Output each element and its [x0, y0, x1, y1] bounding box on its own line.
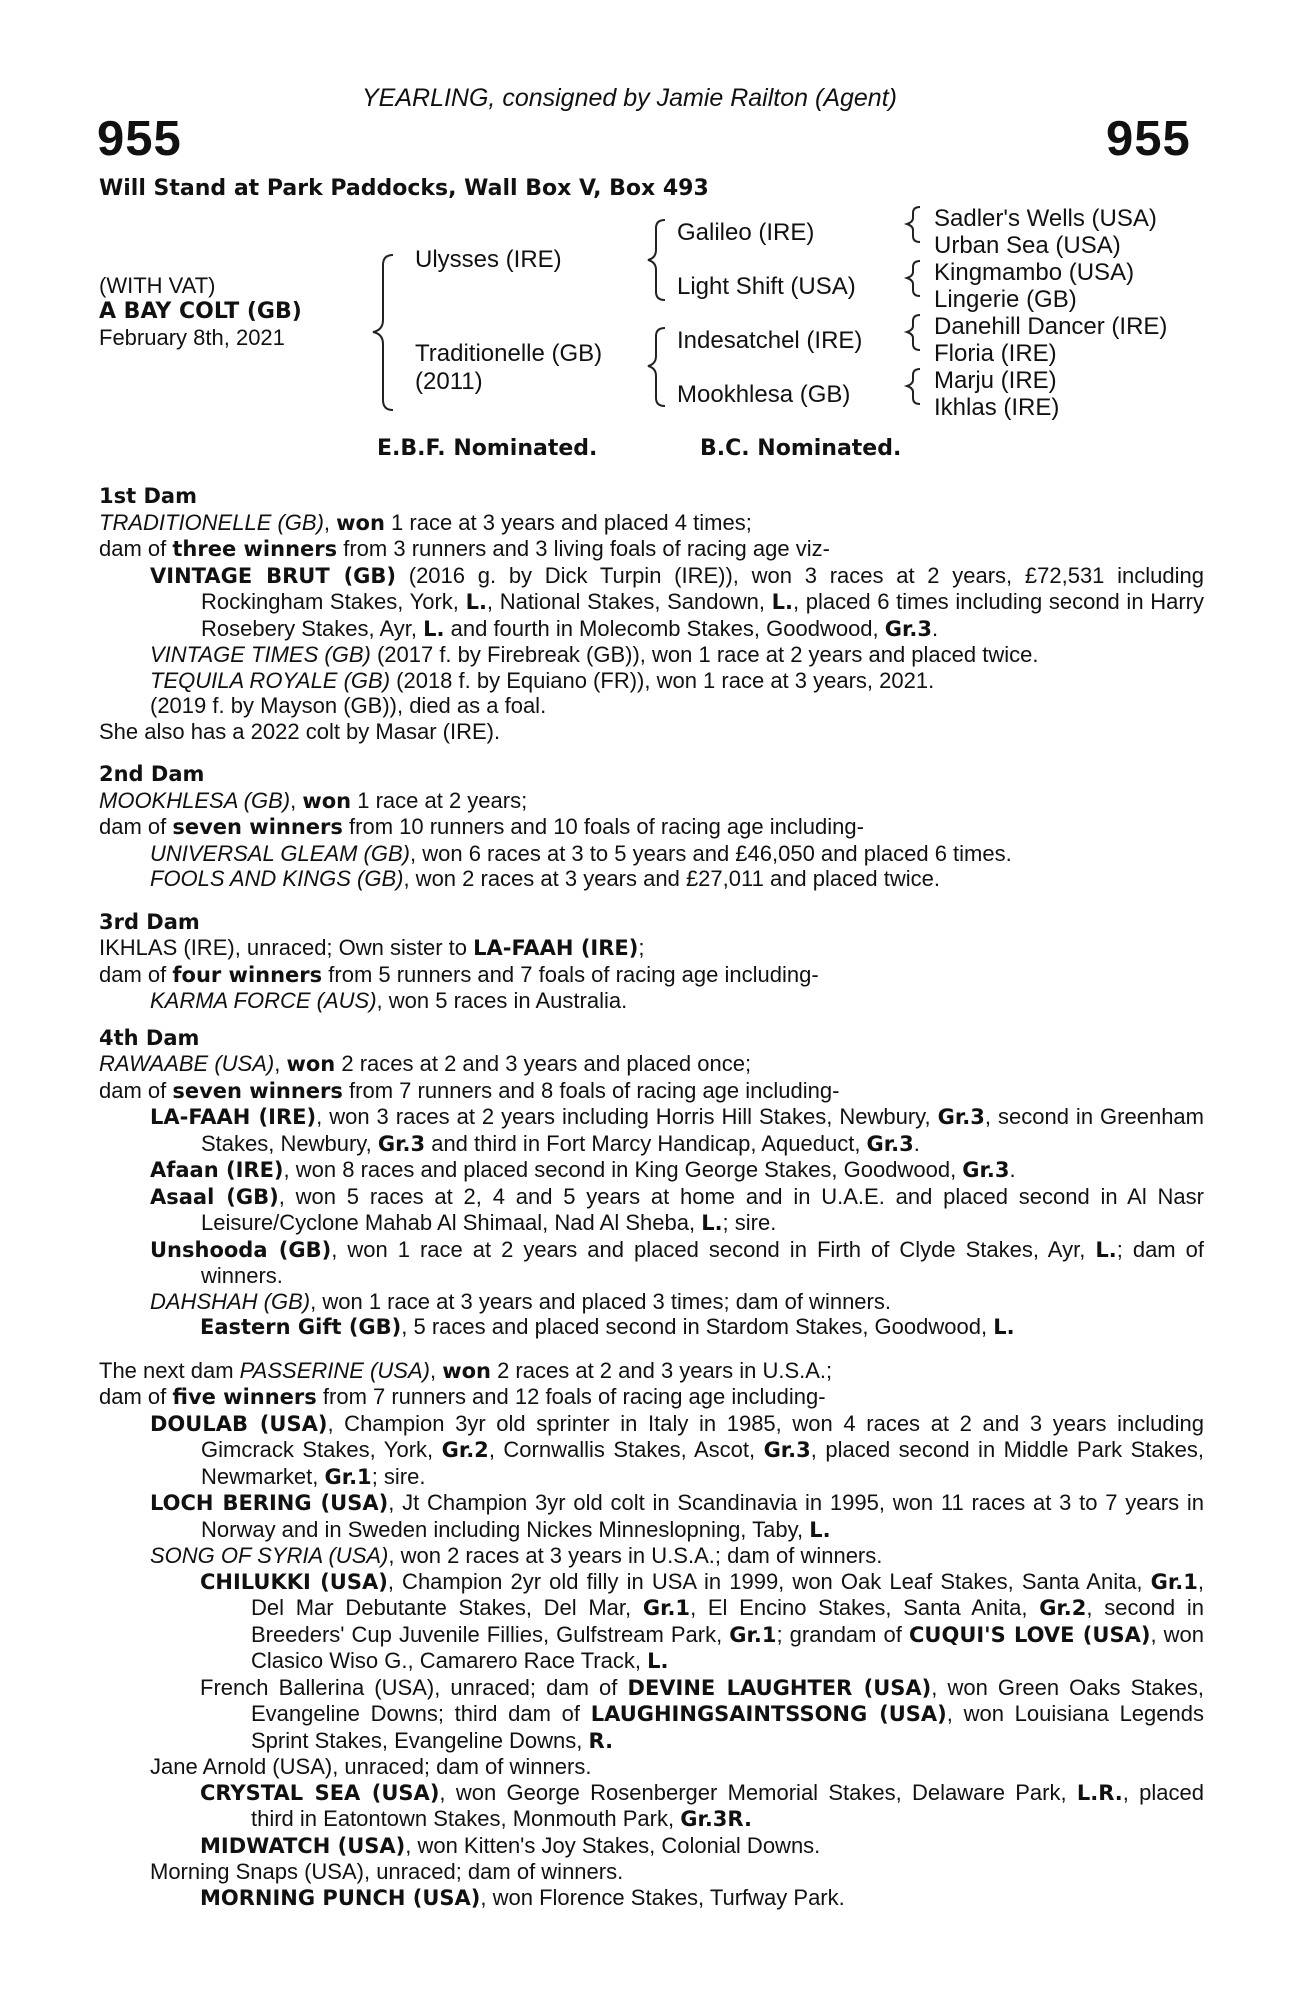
dam4-entry-3: Asaal (GB), won 5 races at 2, 4 and 5 years at home and in U.A.E. and placed second in Al Nasr Leisure/Cyclone Mahab Al Shimaal, Nad Al Sheba, L.; sire.	[150, 1183, 1204, 1235]
dam3-entry-1: KARMA FORCE (AUS), won 5 races in Australia.	[150, 988, 628, 1013]
ggs-4: Lingerie (GB)	[934, 286, 1077, 313]
ggs-6: Floria (IRE)	[934, 340, 1057, 367]
ggs-8: Ikhlas (IRE)	[934, 394, 1060, 421]
bc-nominated: B.C. Nominated.	[700, 436, 902, 461]
dam-year: (2011)	[415, 368, 483, 395]
next-dam-entry-1: DOULAB (USA), Champion 3yr old sprinter in Italy in 1985, won 4 races at 2 and 3 years including Gimcrack Stakes, York, Gr.2, Cornwallis Stakes, Ascot, Gr.3, placed second in Middle Park Stakes, Newmarket, Gr.1; sire.	[150, 1410, 1204, 1489]
dam2-line2: dam of seven winners from 10 runners and 10 foals of racing age including-	[99, 814, 864, 839]
sire-dam-name: Light Shift (USA)	[677, 273, 856, 300]
dam2-line1: MOOKHLESA (GB), won 1 race at 2 years;	[99, 787, 528, 813]
dam4-entry-5: DAHSHAH (GB), won 1 race at 3 years and placed 3 times; dam of winners.	[150, 1288, 891, 1314]
next-dam-entry-3: SONG OF SYRIA (USA), won 2 races at 3 years in U.S.A.; dam of winners.	[150, 1543, 883, 1568]
sire-name: Ulysses (IRE)	[415, 246, 562, 273]
lot-number-right: 955	[1106, 112, 1191, 166]
dam-name: Traditionelle (GB)	[415, 340, 603, 367]
consignment-line: YEARLING, consigned by Jamie Railton (Agent)	[362, 84, 897, 112]
next-dam-entry-10: MORNING PUNCH (USA), won Florence Stakes, Turfway Park.	[200, 1884, 845, 1910]
dam3-line1: IKHLAS (IRE), unraced; Own sister to LA-FAAH (IRE);	[99, 935, 645, 960]
ggs-1: Sadler's Wells (USA)	[934, 205, 1157, 232]
ebf-nominated: E.B.F. Nominated.	[377, 436, 598, 461]
dam4-line2: dam of seven winners from 7 runners and 8 foals of racing age including-	[99, 1077, 840, 1103]
next-dam-entry-4: CHILUKKI (USA), Champion 2yr old filly in USA in 1999, won Oak Leaf Stakes, Santa Anita, Gr.1, Del Mar Debutante Stakes, Del Mar, Gr.1, El Encino Stakes, Santa Anita, Gr.2, second in Breeders' Cup Juvenile Fillies, Gulfstream Park, Gr.1; grandam of CUQUI'S LOVE (USA), won Clasico Wiso G., Camarero Race Track, L.	[200, 1568, 1204, 1673]
next-dam-line1: The next dam PASSERINE (USA), won 2 races at 2 and 3 years in U.S.A.;	[99, 1357, 833, 1383]
vat-label: (WITH VAT)	[99, 273, 216, 298]
next-dam-entry-7: CRYSTAL SEA (USA), won George Rosenberger Memorial Stakes, Delaware Park, L.R., placed third in Eatontown Stakes, Monmouth Park, Gr.3R.	[200, 1779, 1205, 1831]
dam4-entry-6: Eastern Gift (GB), 5 races and placed second in Stardom Stakes, Goodwood, L.	[200, 1314, 1015, 1339]
dam-sire-name: Indesatchel (IRE)	[677, 327, 863, 354]
next-dam-entry-8: MIDWATCH (USA), won Kitten's Joy Stakes, Colonial Downs.	[200, 1832, 821, 1858]
stand-location: Will Stand at Park Paddocks, Wall Box V, Box 493	[99, 176, 709, 201]
next-dam-entry-6: Jane Arnold (USA), unraced; dam of winners.	[150, 1754, 592, 1779]
ggs-3: Kingmambo (USA)	[934, 259, 1135, 286]
dam1-line2: dam of three winners from 3 runners and 3 living foals of racing age viz-	[99, 536, 830, 561]
section-3rd-dam: 3rd Dam	[99, 909, 200, 934]
dam4-entry-4: Unshooda (GB), won 1 race at 2 years and placed second in Firth of Clyde Stakes, Ayr, L.; dam of winners.	[150, 1236, 1205, 1288]
dam1-entry-4: (2019 f. by Mayson (GB)), died as a foal.	[150, 693, 547, 718]
ggs-2: Urban Sea (USA)	[934, 232, 1121, 259]
dam4-entry-1: LA-FAAH (IRE), won 3 races at 2 years including Horris Hill Stakes, Newbury, Gr.3, second in Greenham Stakes, Newbury, Gr.3 and third in Fort Marcy Handicap, Aqueduct, Gr.3.	[150, 1104, 1204, 1156]
dam1-entry-3: TEQUILA ROYALE (GB) (2018 f. by Equiano (FR)), won 1 race at 3 years, 2021.	[150, 667, 935, 693]
next-dam-entry-5: French Ballerina (USA), unraced; dam of DEVINE LAUGHTER (USA), won Green Oaks Stakes, Evangeline Downs; third dam of LAUGHINGSAINTSSONG (USA), won Louisiana Legends Sprint Stakes, Evangeline Downs, R.	[200, 1674, 1204, 1753]
horse-dob: February 8th, 2021	[99, 325, 285, 350]
dam1-entry-1: VINTAGE BRUT (GB) (2016 g. by Dick Turpin (IRE)), won 3 races at 2 years, £72,531 including Rockingham Stakes, York, L., National Stakes, Sandown, L., placed 6 times including second in Harry Rosebery Stakes, Ayr, L. and fourth in Molecomb Stakes, Goodwood, Gr.3.	[150, 562, 1204, 641]
dam4-line1: RAWAABE (USA), won 2 races at 2 and 3 years and placed once;	[99, 1051, 752, 1076]
ggs-7: Marju (IRE)	[934, 367, 1057, 394]
ggs-5: Danehill Dancer (IRE)	[934, 313, 1168, 340]
dam3-line2: dam of four winners from 5 runners and 7 foals of racing age including-	[99, 961, 819, 987]
dam1-note: She also has a 2022 colt by Masar (IRE).	[99, 718, 501, 744]
next-dam-entry-2: LOCH BERING (USA), Jt Champion 3yr old colt in Scandinavia in 1995, won 11 races at 3 to 7 years in Norway and in Sweden including Nickes Minneslopning, Taby, L.	[150, 1490, 1204, 1542]
dam2-entry-1: UNIVERSAL GLEAM (GB), won 6 races at 3 to 5 years and £46,050 and placed 6 times.	[150, 840, 1012, 866]
dam-dam-name: Mookhlesa (GB)	[677, 381, 851, 408]
lot-number-left: 955	[97, 112, 182, 166]
section-4th-dam: 4th Dam	[99, 1025, 200, 1050]
dam1-entry-2: VINTAGE TIMES (GB) (2017 f. by Firebreak (GB)), won 1 race at 2 years and placed twice.	[150, 642, 1039, 667]
next-dam-line2: dam of five winners from 7 runners and 12 foals of racing age including-	[99, 1384, 826, 1409]
sire-sire-name: Galileo (IRE)	[677, 219, 815, 246]
section-2nd-dam: 2nd Dam	[99, 762, 205, 786]
pedigree-body	[99, 484, 1204, 1911]
dam2-entry-2: FOOLS AND KINGS (GB), won 2 races at 3 years and £27,011 and placed twice.	[150, 866, 940, 891]
section-1st-dam: 1st Dam	[99, 484, 197, 508]
dam1-line1: TRADITIONELLE (GB), won 1 race at 3 years and placed 4 times;	[99, 509, 752, 535]
next-dam-entry-9: Morning Snaps (USA), unraced; dam of winners.	[150, 1859, 624, 1884]
dam4-entry-2: Afaan (IRE), won 8 races and placed second in King George Stakes, Goodwood, Gr.3.	[150, 1157, 1016, 1182]
horse-name: A BAY COLT (GB)	[99, 299, 302, 324]
